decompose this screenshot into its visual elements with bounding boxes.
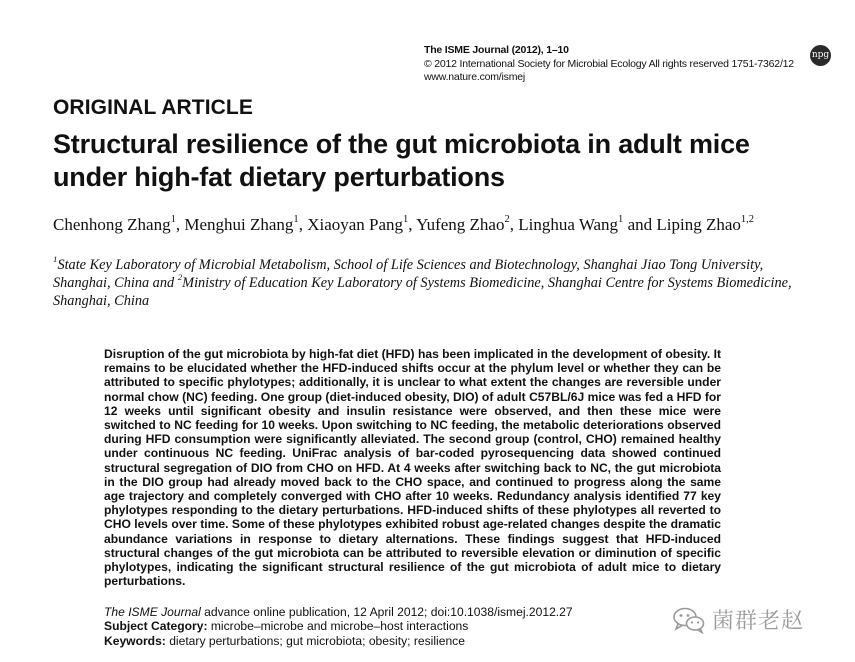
wechat-icon <box>672 606 706 634</box>
affiliation-mark: 1 <box>53 254 58 265</box>
publication-info <box>104 605 573 619</box>
article-type: ORIGINAL ARTICLE <box>53 96 253 119</box>
keywords-value: dietary perturbations; gut microbiota; obesity; resilience <box>165 634 465 648</box>
publication-journal: The ISME Journal <box>104 605 201 619</box>
affiliation-mark: 2 <box>177 272 183 283</box>
author-separator: , <box>408 215 417 234</box>
author-affiliation-mark: 2 <box>504 214 510 226</box>
article-title: Structural resilience of the gut microbiota in adult mice under high-fat dietary perturbations <box>53 129 750 192</box>
affiliation-text: Ministry of Education Key Laboratory of Systems Biomedicine, Shanghai Centre for Systems Biomedicine, Shanghai, China <box>53 275 792 309</box>
author-name: Menghui Zhang <box>184 215 294 234</box>
author-separator: , <box>298 215 308 234</box>
subject-category <box>104 619 468 633</box>
journal-name: The ISME Journal (2012), 1–10 <box>424 44 569 56</box>
journal-copyright: © 2012 International Society for Microbial Ecology All rights reserved 1751-7362/12 <box>424 57 794 70</box>
journal-header <box>424 44 794 85</box>
keywords <box>104 634 465 648</box>
author-affiliation-mark: 1 <box>293 214 299 226</box>
author-affiliation-mark: 1,2 <box>740 214 755 226</box>
abstract: Disruption of the gut microbiota by high-fat diet (HFD) has been implicated in the development of obesity. It remains to be elucidated whether the HFD-induced shifts occur at the phylum level or whether they can be attributed to specific phylotypes; additionally, it is unclear to what extent the changes are reversible under normal chow (NC) feeding. One group (diet-induced obesity, DIO) of adult C57BL/6J mice was fed a HFD for 12 weeks until significant obesity and insulin resistance were observed, and then these mice were switched to NC feeding for 10 weeks. Upon switching to NC feeding, the metabolic deteriorations observed during HFD consumption were significantly alleviated. The second group (control, CHO) remained healthy under continuous NC feeding. UniFrac analysis of bar-coded pyrosequencing data showed continued structural segregation of DIO from CHO on HFD. At 4 weeks after switching back to NC, the gut microbiota in the DIO group had already moved back to the CHO space, and continued to progress along the same age trajectory and completely converged with CHO after 10 weeks. Redundancy analysis identified 77 key phylotypes responding to the dietary perturbations. HFD-induced shifts of these phylotypes all reverted to CHO levels over time. Some of these phylotypes exhibited robust age-related changes despite the dramatic abundance variations in response to dietary alternations. These findings suggest that HFD-induced structural changes of the gut microbiota can be attributed to reversible elevation or diminution of specific phylotypes, indicating the significant structural resilience of the gut microbiota of adult mice to dietary perturbations. <box>104 347 721 589</box>
author-affiliation-mark: 1 <box>170 214 176 226</box>
watermark-text: 菌群老赵 <box>712 609 805 634</box>
author-list <box>53 215 773 234</box>
keywords-label: Keywords: <box>104 634 166 648</box>
author-separator: , <box>509 215 519 234</box>
subject-value: microbe–microbe and microbe–host interactions <box>207 619 469 633</box>
author-name: Linghua Wang <box>518 215 619 234</box>
author-name: Xiaoyan Pang <box>307 215 404 234</box>
npg-logo: npg <box>810 45 831 66</box>
affiliation-list <box>53 256 793 310</box>
watermark <box>672 604 804 635</box>
author-name: Yufeng Zhao <box>416 215 505 234</box>
author-separator: , <box>175 215 185 234</box>
author-affiliation-mark: 1 <box>618 214 624 226</box>
subject-label: Subject Category: <box>104 619 208 633</box>
author-name: Chenhong Zhang <box>53 215 171 234</box>
author-name: and Liping Zhao <box>627 215 741 234</box>
journal-url[interactable]: www.nature.com/ismej <box>424 71 526 83</box>
author-affiliation-mark: 1 <box>403 214 409 226</box>
publication-details: advance online publication, 12 April 2012; doi:10.1038/ismej.2012.27 <box>200 605 573 619</box>
affiliation-text: State Key Laboratory of Microbial Metabolism, School of Life Sciences and Biotechnology, Shanghai Jiao Tong University, Shanghai, China and <box>53 257 764 291</box>
